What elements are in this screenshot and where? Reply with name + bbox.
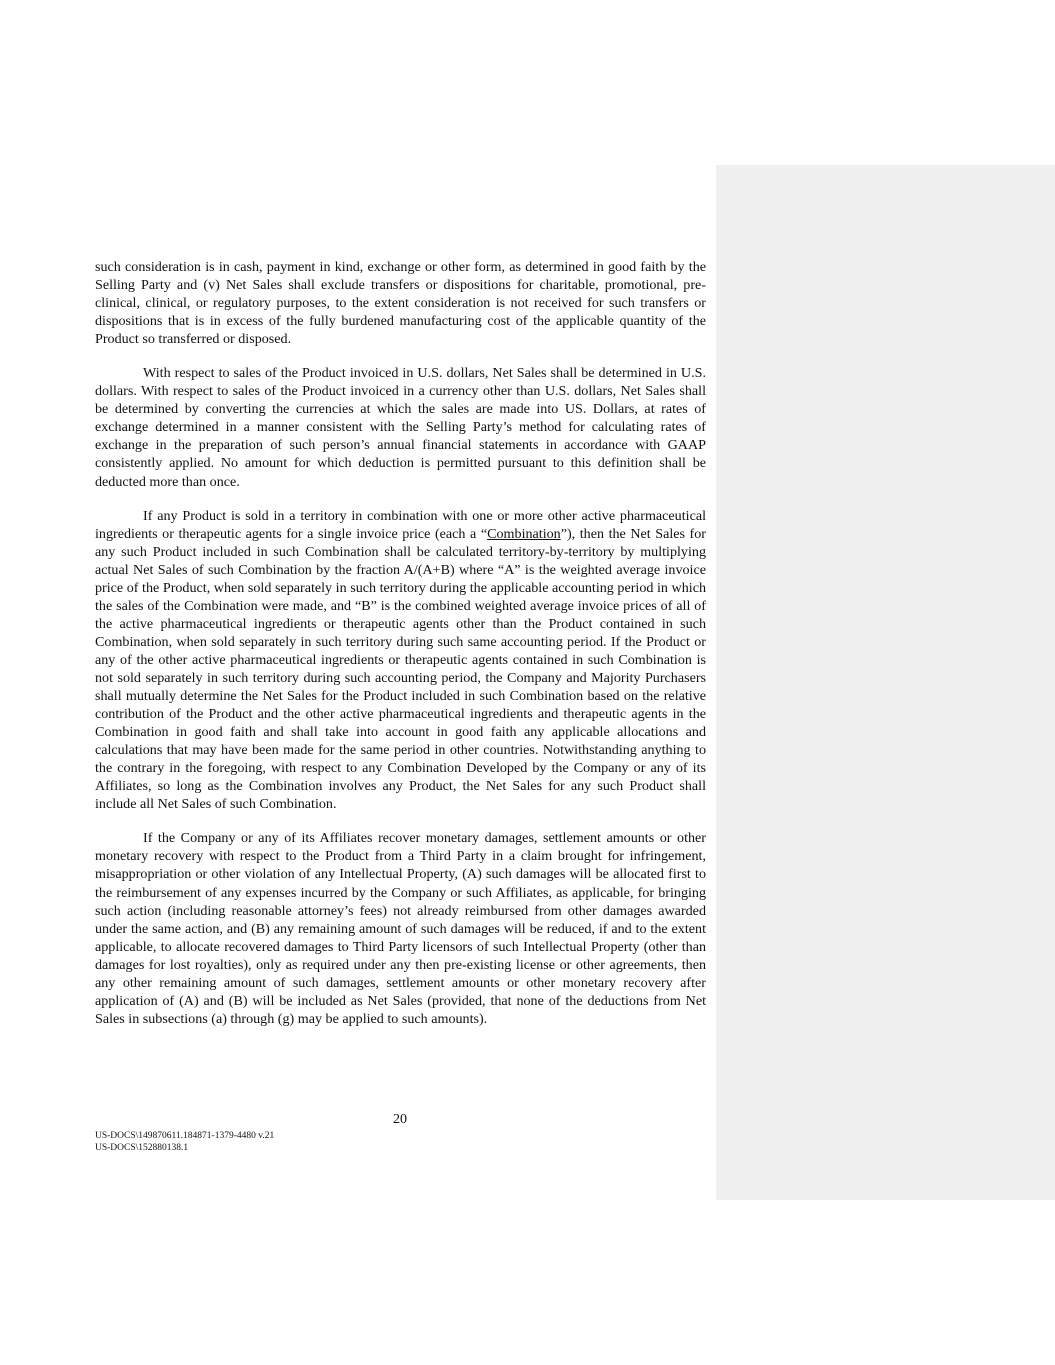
page-number: 20	[392, 1111, 408, 1127]
paragraph-2: With respect to sales of the Product invoiced in U.S. dollars, Net Sales shall be determined in U.S. dollars. With respect to sales of the Product invoiced in a currency other than U.S. dollars, Net Sales shall be determined by converting the currencies at which the sales are made into US. Dollars, at rates of exchange determined in a manner consistent with the Selling Party’s method for calculating rates of exchange in the preparation of such person’s annual financial statements in accordance with GAAP consistently applied. No amount for which deduction is permitted pursuant to this definition shall be deducted more than once.	[95, 365, 706, 490]
defined-term-combination: Combination	[487, 525, 561, 542]
document-ids	[95, 1130, 274, 1154]
document-body	[95, 258, 706, 1044]
doc-id-primary: US-DOCS\149870611.184871-1379-4480 v.21	[95, 1131, 275, 1141]
paragraph-1: such consideration is in cash, payment in kind, exchange or other form, as determined in good faith by the Selling Party and (v) Net Sales shall exclude transfers or dispositions for charitable, promotional, pre-clinical, clinical, or regulatory purposes, to the extent consideration is not received for such transfers or dispositions that is in excess of the fully burdened manufacturing cost of the applicable quantity of the Product so transferred or disposed.	[95, 259, 706, 348]
comment-pane	[716, 165, 1055, 1200]
paragraph-3	[95, 507, 706, 814]
paragraph-3-rest: ”), then the Net Sales for any such Product included in such Combination shall be calculated territory-by-territory by multiplying actual Net Sales of such Combination by the fraction A/(A+B) where “A” is the weighted average invoice price of the Product, when sold separately in such territory during the applicable accounting period in which the sales of the Combination were made, and “B” is the combined weighted average invoice prices of all of the active pharmaceutical ingredients or therapeutic agents other than the Product contained in such Combination, when sold separately in such territory during such same accounting period. If the Product or any of the other active pharmaceutical ingredients or therapeutic agents contained in such Combination is not sold separately in such territory during such accounting period, the Company and Majority Purchasers shall mutually determine the Net Sales for the Product included in such Combination based on the relative contribution of the Product and the other active pharmaceutical ingredients and therapeutic agents in the Combination in good faith and shall take into account in good faith any applicable allocations and calculations that may have been made for the same period in other countries. Notwithstanding anything to the contrary in the foregoing, with respect to any Combination Developed by the Company or any of its Affiliates, so long as the Combination involves any Product, the Net Sales for any such Product shall include all Net Sales of such Combination.	[95, 525, 706, 813]
doc-id-secondary: US-DOCS\152880138.1	[95, 1143, 189, 1153]
paragraph-4: If the Company or any of its Affiliates recover monetary damages, settlement amounts or other monetary recovery with respect to the Product from a Third Party in a claim brought for infringement, misappropriation or other violation of any Intellectual Property, (A) such damages will be allocated first to the reimbursement of any expenses incurred by the Company or such Affiliates, as applicable, for bringing such action (including reasonable attorney’s fees) not already reimbursed from other damages awarded under the same action, and (B) any remaining amount of such damages will be reduced, if and to the extent applicable, to allocate recovered damages to Third Party licensors of such Intellectual Property (other than damages for lost royalties), only as required under any then pre-existing license or other agreements, then any other remaining amount of such damages, settlement amounts or other monetary recovery after application of (A) and (B) will be included as Net Sales (provided, that none of the deductions from Net Sales in subsections (a) through (g) may be applied to such amounts).	[95, 830, 706, 1027]
paragraph-3-start: If any Product is sold in a territory in combination with one or more other active pharmaceutical ingredients or therapeutic agents for a single invoice price (each a “	[95, 507, 706, 542]
